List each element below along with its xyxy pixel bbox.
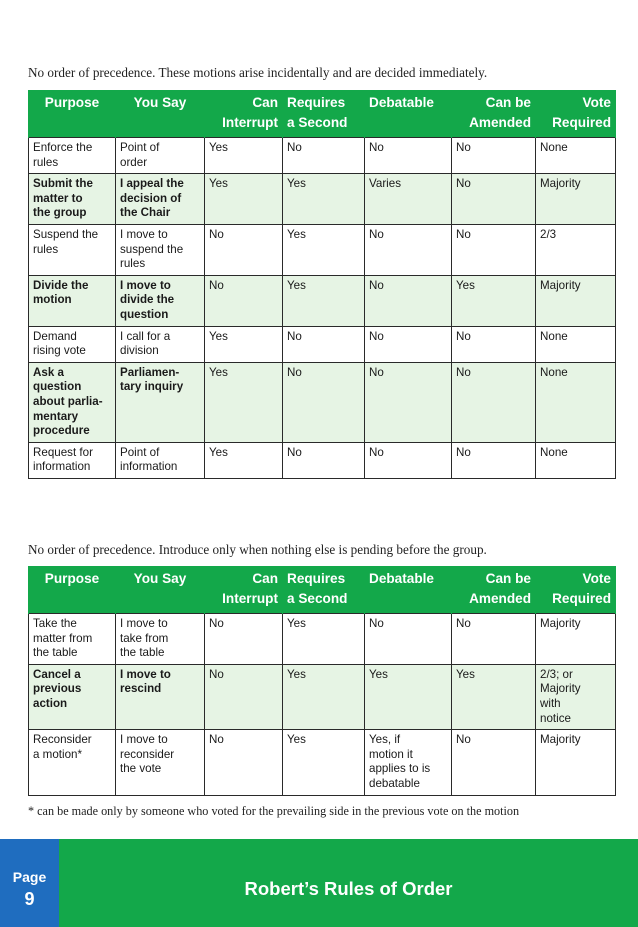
text-line: No bbox=[369, 141, 384, 154]
header-vote-required bbox=[536, 566, 616, 614]
text-line: No bbox=[287, 365, 302, 379]
cell-purpose bbox=[29, 442, 116, 478]
cell-purpose bbox=[29, 664, 116, 729]
text-line: No bbox=[369, 227, 384, 241]
text-line: Yes bbox=[287, 617, 306, 630]
cell-requires-second bbox=[283, 224, 365, 275]
text-line: previous bbox=[33, 682, 82, 696]
cell-can-interrupt bbox=[205, 362, 283, 442]
text-line: Yes bbox=[287, 278, 306, 292]
text-line: 2/3 bbox=[540, 227, 557, 241]
cell-debatable bbox=[365, 362, 452, 442]
cell-can-interrupt bbox=[205, 224, 283, 275]
text-line: Submit the bbox=[33, 177, 93, 191]
cell-you-say bbox=[116, 174, 205, 225]
text-line: Yes bbox=[209, 365, 228, 379]
text-line: question bbox=[33, 380, 82, 394]
text-line: Debatable bbox=[369, 95, 434, 110]
cell-requires-second bbox=[283, 614, 365, 665]
text-line: take from bbox=[120, 631, 169, 645]
cell-purpose bbox=[29, 730, 116, 795]
cell-purpose bbox=[29, 326, 116, 362]
text-line: with bbox=[540, 696, 561, 710]
text-line: I move to bbox=[120, 617, 168, 630]
text-line: Majority bbox=[540, 278, 581, 292]
text-line: Can bbox=[252, 95, 278, 110]
cell-debatable bbox=[365, 664, 452, 729]
text-line: Yes bbox=[287, 177, 306, 191]
cell-requires-second bbox=[283, 730, 365, 795]
cell-debatable bbox=[365, 174, 452, 225]
header-vote-required bbox=[536, 90, 616, 138]
header-purpose bbox=[29, 90, 116, 138]
table-row bbox=[29, 138, 616, 174]
text-line: tary inquiry bbox=[120, 380, 184, 394]
text-line: divide the bbox=[120, 293, 175, 307]
text-line: Interrupt bbox=[222, 115, 278, 130]
text-line: Interrupt bbox=[222, 591, 278, 606]
text-line: Requires bbox=[287, 95, 346, 110]
cell-purpose bbox=[29, 138, 116, 174]
text-line: division bbox=[120, 344, 159, 358]
incidental-motions-table bbox=[28, 90, 616, 479]
text-line: the vote bbox=[120, 762, 162, 776]
text-line: motion bbox=[33, 293, 72, 307]
cell-purpose bbox=[29, 275, 116, 326]
text-line: No bbox=[369, 445, 384, 459]
text-line: No bbox=[209, 278, 224, 292]
text-line: No bbox=[369, 617, 384, 630]
text-line: Yes, if bbox=[369, 733, 401, 747]
cell-you-say bbox=[116, 275, 205, 326]
text-line: rules bbox=[120, 257, 146, 271]
text-line: Yes bbox=[287, 733, 306, 747]
cell-can-be-amended bbox=[452, 442, 536, 478]
cell-debatable bbox=[365, 326, 452, 362]
text-line: None bbox=[540, 329, 568, 343]
text-line: information bbox=[33, 460, 91, 474]
cell-requires-second bbox=[283, 664, 365, 729]
text-line: information bbox=[120, 460, 178, 474]
cell-vote-required bbox=[536, 730, 616, 795]
cell-requires-second bbox=[283, 138, 365, 174]
cell-purpose bbox=[29, 362, 116, 442]
cell-debatable bbox=[365, 138, 452, 174]
cell-can-be-amended bbox=[452, 614, 536, 665]
text-line: procedure bbox=[33, 424, 90, 438]
cell-vote-required bbox=[536, 664, 616, 729]
page-indicator bbox=[0, 839, 59, 927]
text-line: Yes bbox=[369, 667, 388, 681]
text-line: rules bbox=[33, 155, 59, 169]
cell-vote-required bbox=[536, 326, 616, 362]
footnote: * can be made only by someone who voted for the prevailing side in the previous vote on the motion bbox=[28, 804, 520, 818]
cell-can-be-amended bbox=[452, 730, 536, 795]
cell-debatable bbox=[365, 614, 452, 665]
text-line: No bbox=[456, 177, 471, 191]
text-line: None bbox=[540, 445, 568, 459]
text-line: No bbox=[209, 667, 224, 681]
text-line: No bbox=[287, 445, 302, 459]
header-can-be-amended bbox=[452, 90, 536, 138]
text-line: Parliamen- bbox=[120, 365, 180, 379]
text-line: about parlia- bbox=[33, 394, 103, 408]
text-line: Majority bbox=[540, 617, 581, 630]
text-line: a Second bbox=[287, 591, 348, 606]
text-line: matter to bbox=[33, 191, 83, 205]
text-line: I move to bbox=[120, 227, 168, 241]
text-line: Yes bbox=[209, 329, 228, 343]
text-line: a Second bbox=[287, 115, 348, 130]
cell-requires-second bbox=[283, 362, 365, 442]
cell-vote-required bbox=[536, 442, 616, 478]
cell-can-be-amended bbox=[452, 174, 536, 225]
table-header-row bbox=[29, 90, 616, 138]
table-row bbox=[29, 614, 616, 665]
text-line: I appeal the bbox=[120, 177, 184, 191]
text-line: Point of bbox=[120, 141, 160, 154]
text-line: No bbox=[456, 617, 471, 630]
text-line: Suspend the bbox=[33, 227, 99, 241]
text-line: mentary bbox=[33, 409, 79, 423]
table-header-row bbox=[29, 566, 616, 614]
text-line: You Say bbox=[133, 95, 187, 110]
text-line: Ask a bbox=[33, 365, 64, 379]
text-line: a motion* bbox=[33, 747, 82, 761]
header-debatable bbox=[365, 90, 452, 138]
section1-intro: No order of precedence. These motions arise incidentally and are decided immediately. bbox=[28, 65, 488, 80]
text-line: Majority bbox=[540, 733, 581, 747]
text-line: decision of bbox=[120, 191, 182, 205]
table-row bbox=[29, 275, 616, 326]
table-row bbox=[29, 664, 616, 729]
text-line: No bbox=[209, 227, 224, 241]
text-line: 2/3; or bbox=[540, 667, 573, 681]
cell-purpose bbox=[29, 174, 116, 225]
cell-can-interrupt bbox=[205, 664, 283, 729]
cell-can-be-amended bbox=[452, 275, 536, 326]
text-line: No bbox=[456, 365, 471, 379]
cell-requires-second bbox=[283, 442, 365, 478]
text-line: Point of bbox=[120, 445, 160, 459]
text-line: Majority bbox=[540, 177, 581, 191]
table-row bbox=[29, 730, 616, 795]
text-line: Yes bbox=[456, 278, 475, 292]
cell-you-say bbox=[116, 442, 205, 478]
section2-intro: No order of precedence. Introduce only when nothing else is pending before the group. bbox=[28, 542, 487, 557]
table-row bbox=[29, 442, 616, 478]
table-row bbox=[29, 362, 616, 442]
cell-requires-second bbox=[283, 326, 365, 362]
text-line: motion it bbox=[369, 747, 413, 761]
table-row bbox=[29, 224, 616, 275]
text-line: Yes bbox=[456, 667, 475, 681]
text-line: None bbox=[540, 365, 568, 379]
cell-you-say bbox=[116, 614, 205, 665]
text-line: suspend the bbox=[120, 242, 184, 256]
cell-can-interrupt bbox=[205, 442, 283, 478]
text-line: Enforce the bbox=[33, 141, 93, 154]
text-line: Vote bbox=[582, 571, 611, 586]
text-line: Yes bbox=[209, 141, 228, 154]
text-line: matter from bbox=[33, 631, 93, 645]
text-line: Yes bbox=[287, 667, 306, 681]
text-line: You Say bbox=[133, 571, 187, 586]
cell-vote-required bbox=[536, 275, 616, 326]
cell-can-be-amended bbox=[452, 362, 536, 442]
text-line: Vote bbox=[582, 95, 611, 110]
text-line: Reconsider bbox=[33, 733, 92, 747]
text-line: No bbox=[369, 329, 384, 343]
cell-vote-required bbox=[536, 362, 616, 442]
cell-you-say bbox=[116, 326, 205, 362]
text-line: rules bbox=[33, 242, 59, 256]
text-line: Can bbox=[252, 571, 278, 586]
header-you-say bbox=[116, 90, 205, 138]
text-line: question bbox=[120, 307, 169, 321]
cell-vote-required bbox=[536, 614, 616, 665]
cell-you-say bbox=[116, 730, 205, 795]
text-line: Purpose bbox=[44, 95, 100, 110]
text-line: No bbox=[287, 141, 302, 154]
text-line: No bbox=[369, 278, 384, 292]
text-line: Required bbox=[552, 115, 611, 130]
cell-requires-second bbox=[283, 275, 365, 326]
text-line: Demand bbox=[33, 329, 77, 343]
text-line: No bbox=[369, 365, 384, 379]
text-line: the group bbox=[33, 206, 87, 220]
text-line: Majority bbox=[540, 682, 581, 696]
header-can-interrupt bbox=[205, 90, 283, 138]
text-line: the Chair bbox=[120, 206, 171, 220]
text-line: rising vote bbox=[33, 344, 86, 358]
header-purpose bbox=[29, 566, 116, 614]
header-requires-second bbox=[283, 566, 365, 614]
text-line: No bbox=[287, 329, 302, 343]
text-line: the table bbox=[120, 646, 165, 660]
cell-debatable bbox=[365, 275, 452, 326]
header-you-say bbox=[116, 566, 205, 614]
page-label: Page bbox=[12, 869, 47, 885]
cell-can-interrupt bbox=[205, 138, 283, 174]
cell-purpose bbox=[29, 614, 116, 665]
text-line: Amended bbox=[469, 591, 531, 606]
cell-can-interrupt bbox=[205, 326, 283, 362]
text-line: No bbox=[456, 445, 471, 459]
book-title: Robert’s Rules of Order bbox=[244, 878, 453, 899]
text-line: Request for bbox=[33, 445, 93, 459]
text-line: applies to is bbox=[369, 762, 431, 776]
text-line: No bbox=[456, 227, 471, 241]
cell-can-interrupt bbox=[205, 174, 283, 225]
text-line: Can be bbox=[485, 95, 531, 110]
cell-purpose bbox=[29, 224, 116, 275]
cell-you-say bbox=[116, 664, 205, 729]
header-requires-second bbox=[283, 90, 365, 138]
text-line: I move to bbox=[120, 278, 171, 292]
text-line: order bbox=[120, 155, 148, 169]
cell-can-be-amended bbox=[452, 664, 536, 729]
text-line: reconsider bbox=[120, 747, 175, 761]
text-line: No bbox=[456, 329, 471, 343]
table-row bbox=[29, 174, 616, 225]
cell-vote-required bbox=[536, 174, 616, 225]
text-line: Requires bbox=[287, 571, 346, 586]
header-can-interrupt bbox=[205, 566, 283, 614]
text-line: I move to bbox=[120, 733, 168, 747]
cell-you-say bbox=[116, 224, 205, 275]
text-line: No bbox=[209, 617, 224, 630]
cell-you-say bbox=[116, 138, 205, 174]
restoring-motions-table bbox=[28, 566, 616, 796]
page-number: 9 bbox=[24, 889, 35, 909]
text-line: Yes bbox=[287, 227, 306, 241]
text-line: I call for a bbox=[120, 329, 171, 343]
cell-can-interrupt bbox=[205, 730, 283, 795]
text-line: Required bbox=[552, 591, 611, 606]
cell-can-be-amended bbox=[452, 138, 536, 174]
text-line: No bbox=[456, 141, 471, 154]
text-line: No bbox=[456, 733, 471, 747]
table-row bbox=[29, 326, 616, 362]
cell-debatable bbox=[365, 442, 452, 478]
text-line: Varies bbox=[369, 177, 402, 191]
text-line: action bbox=[33, 696, 68, 710]
text-line: Debatable bbox=[369, 571, 434, 586]
text-line: Take the bbox=[33, 617, 77, 630]
cell-can-interrupt bbox=[205, 275, 283, 326]
header-can-be-amended bbox=[452, 566, 536, 614]
text-line: the table bbox=[33, 646, 78, 660]
text-line: Purpose bbox=[44, 571, 100, 586]
text-line: No bbox=[209, 733, 224, 747]
text-line: Divide the bbox=[33, 278, 89, 292]
cell-you-say bbox=[116, 362, 205, 442]
text-line: debatable bbox=[369, 776, 420, 790]
cell-vote-required bbox=[536, 138, 616, 174]
cell-debatable bbox=[365, 730, 452, 795]
text-line: None bbox=[540, 141, 568, 154]
cell-vote-required bbox=[536, 224, 616, 275]
cell-debatable bbox=[365, 224, 452, 275]
text-line: rescind bbox=[120, 682, 162, 696]
text-line: Yes bbox=[209, 445, 228, 459]
text-line: notice bbox=[540, 711, 571, 725]
text-line: Yes bbox=[209, 177, 228, 191]
header-debatable bbox=[365, 566, 452, 614]
text-line: Cancel a bbox=[33, 667, 81, 681]
cell-requires-second bbox=[283, 174, 365, 225]
text-line: I move to bbox=[120, 667, 171, 681]
text-line: Amended bbox=[469, 115, 531, 130]
cell-can-be-amended bbox=[452, 224, 536, 275]
cell-can-interrupt bbox=[205, 614, 283, 665]
cell-can-be-amended bbox=[452, 326, 536, 362]
text-line: Can be bbox=[485, 571, 531, 586]
